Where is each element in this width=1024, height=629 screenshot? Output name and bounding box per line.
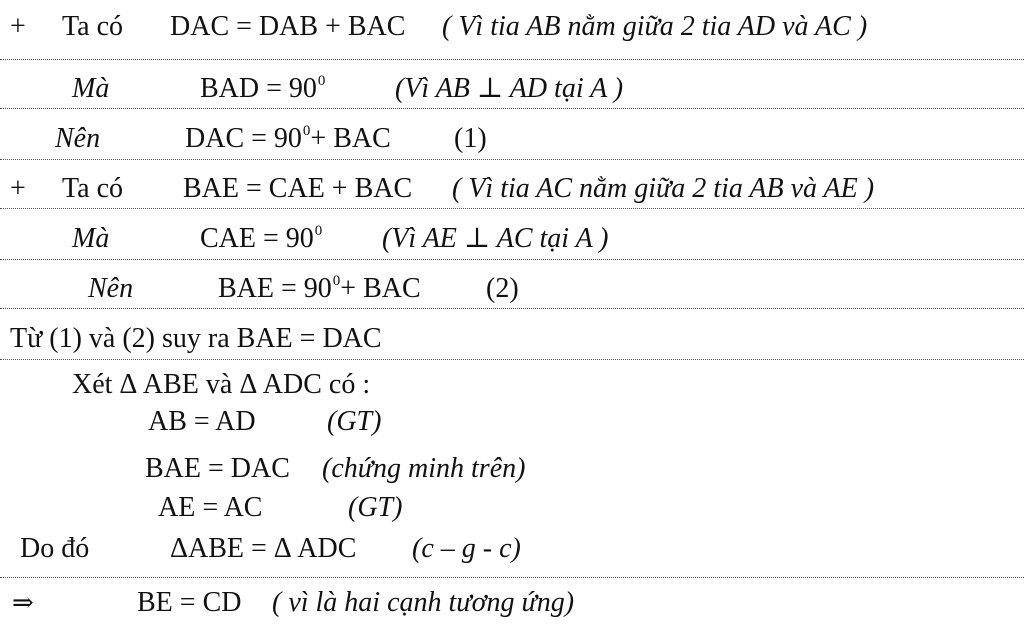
line-expression: AE = AC — [158, 492, 263, 523]
line-justification: (GT) — [327, 406, 382, 437]
degree-superscript: 0 — [317, 73, 326, 89]
line-justification: (GT) — [348, 492, 403, 523]
line-lead: Ta có — [62, 11, 124, 42]
degree-superscript: 0 — [302, 123, 311, 139]
bullet-plus: + — [10, 173, 26, 204]
line-expression: AB = AD — [148, 406, 256, 437]
degree-superscript: 0 — [332, 273, 341, 289]
dotted-rule — [0, 159, 1024, 160]
dotted-rule — [0, 577, 1024, 578]
implies-arrow-icon: ⇒ — [12, 588, 34, 618]
dotted-rule — [0, 308, 1024, 309]
conclusion-text: Từ (1) và (2) suy ra BAE = DAC — [10, 323, 382, 354]
line-lead: Mà — [72, 73, 110, 104]
line-lead: Nên — [55, 123, 101, 154]
line-lead: Ta có — [62, 173, 124, 204]
line-justification: (Vì AE ⊥ AC tại A ) — [382, 223, 609, 254]
degree-superscript: 0 — [314, 223, 323, 239]
line-justification: (c – g - c) — [412, 533, 521, 564]
line-expression: DAC = DAB + BAC — [170, 11, 406, 42]
dotted-rule — [0, 359, 1024, 360]
line-lead: Mà — [72, 223, 110, 254]
line-lead: Nên — [88, 273, 134, 304]
dotted-rule — [0, 108, 1024, 109]
line-justification: ( Vì tia AB nằm giữa 2 tia AD và AC ) — [442, 11, 868, 42]
equation-tag: (1) — [454, 123, 487, 154]
line-expression: BAE = DAC — [145, 453, 290, 484]
line-justification: ( vì là hai cạnh tương ứng) — [272, 587, 575, 618]
line-lead: Do đó — [20, 533, 90, 564]
equation-tag: (2) — [486, 273, 519, 304]
line-expression: BE = CD — [137, 587, 242, 618]
line-justification: (chứng minh trên) — [322, 453, 526, 484]
dotted-rule — [0, 259, 1024, 260]
bullet-plus: + — [10, 11, 26, 42]
line-justification: (Vì AB ⊥ AD tại A ) — [395, 73, 624, 104]
line-expression: CAE = 90 — [200, 223, 314, 254]
dotted-rule — [0, 208, 1024, 209]
line-justification: ( Vì tia AC nằm giữa 2 tia AB và AE ) — [452, 173, 875, 204]
line-expression: ΔABE = Δ ADC — [170, 533, 357, 564]
line-expression: DAC = 90 — [185, 123, 302, 154]
line-expression-tail: + BAC — [310, 123, 391, 154]
dotted-rule — [0, 59, 1024, 60]
line-expression: BAE = 90 — [218, 273, 332, 304]
line-expression-tail: + BAC — [340, 273, 421, 304]
consider-triangles-text: Xét Δ ABE và Δ ADC có : — [72, 369, 371, 400]
line-expression: BAD = 90 — [200, 73, 317, 104]
line-expression: BAE = CAE + BAC — [183, 173, 413, 204]
